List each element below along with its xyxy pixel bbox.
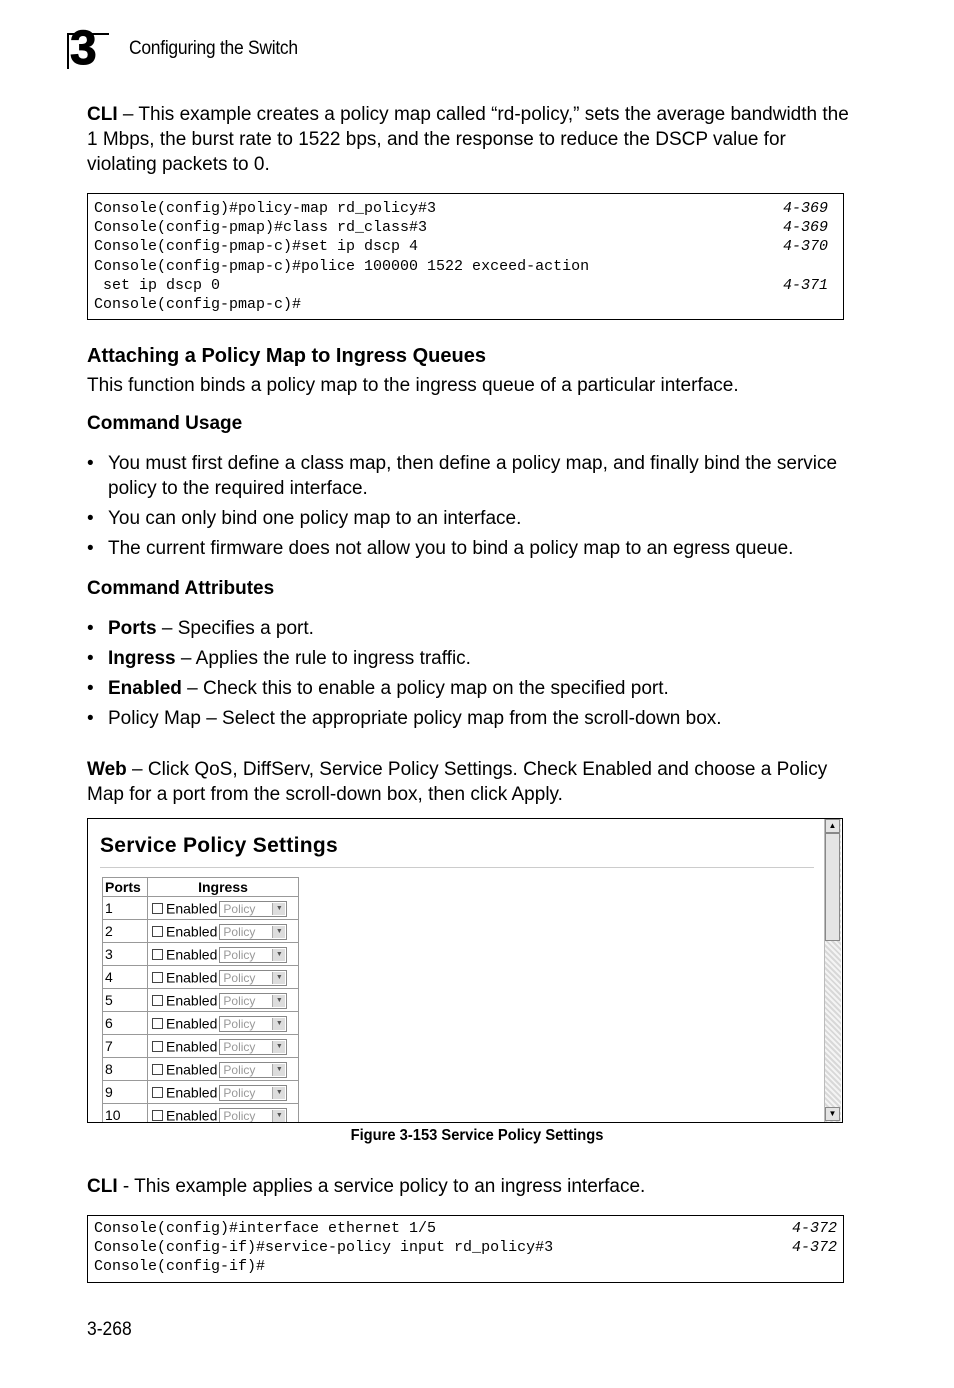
usage-item: • The current firmware does not allow you to bind a policy map to an egress queue.	[87, 538, 794, 559]
port-number: 8	[103, 1058, 148, 1081]
policy-select[interactable]	[219, 970, 287, 986]
service-policy-table	[102, 877, 299, 1123]
table-header-row	[103, 878, 299, 897]
ingress-cell	[148, 943, 299, 966]
attribute-item: • Ingress – Applies the rule to ingress traffic.	[87, 648, 471, 669]
table-row	[103, 1081, 299, 1104]
page-number: 3-268	[87, 1319, 132, 1340]
policy-select[interactable]	[219, 1108, 287, 1123]
vertical-scrollbar[interactable]	[824, 819, 841, 1122]
enabled-checkbox[interactable]	[152, 995, 163, 1006]
table-row	[103, 897, 299, 920]
enabled-checkbox[interactable]	[152, 1087, 163, 1098]
enabled-label: Enabled	[166, 923, 218, 940]
policy-select-value: Policy	[223, 970, 256, 985]
cli-apply-text: - This example applies a service policy to an ingress interface.	[117, 1176, 646, 1197]
port-number: 2	[103, 920, 148, 943]
screenshot-title: Service Policy Settings	[100, 834, 339, 857]
code-line: Console(config)#interface ethernet 1/5 4-372	[94, 1220, 837, 1237]
cli-apply-paragraph	[87, 1174, 857, 1199]
dropdown-arrow-icon[interactable]: ▼	[272, 926, 285, 938]
table-row	[103, 1058, 299, 1081]
policy-select-value: Policy	[223, 901, 256, 916]
chapter-number: 3	[70, 22, 97, 75]
dropdown-arrow-icon[interactable]: ▼	[272, 949, 285, 961]
table-row	[103, 1104, 299, 1124]
table-row	[103, 966, 299, 989]
table-row	[103, 989, 299, 1012]
port-number: 3	[103, 943, 148, 966]
code-line: Console(config-pmap-c)#police 100000 1522 exceed-action	[94, 257, 590, 275]
enabled-checkbox[interactable]	[152, 1064, 163, 1075]
policy-select[interactable]	[219, 901, 287, 917]
ingress-cell	[148, 1012, 299, 1035]
ingress-cell	[148, 989, 299, 1012]
enabled-checkbox[interactable]	[152, 972, 163, 983]
port-number: 5	[103, 989, 148, 1012]
web-label: Web	[87, 759, 127, 780]
port-number: 10	[103, 1104, 148, 1124]
port-number: 1	[103, 897, 148, 920]
dropdown-arrow-icon[interactable]: ▼	[272, 995, 285, 1007]
figure-caption: Figure 3-153 Service Policy Settings	[350, 1127, 604, 1144]
attribute-item: • Policy Map – Select the appropriate policy map from the scroll-down box.	[87, 708, 722, 729]
dropdown-arrow-icon[interactable]: ▼	[272, 1087, 285, 1099]
ingress-cell	[148, 1081, 299, 1104]
web-paragraph	[87, 757, 857, 807]
command-attributes-heading: Command Attributes	[87, 578, 275, 599]
policy-select[interactable]	[219, 924, 287, 940]
col-ingress-header: Ingress	[148, 878, 299, 897]
enabled-label: Enabled	[166, 969, 218, 986]
usage-item: • You can only bind one policy map to an interface.	[87, 508, 522, 529]
policy-select-value: Policy	[223, 1108, 256, 1123]
enabled-label: Enabled	[166, 1038, 218, 1055]
policy-select-value: Policy	[223, 1085, 256, 1100]
enabled-label: Enabled	[166, 1107, 218, 1123]
code-line: Console(config-if)#service-policy input rd_policy#3 4-372	[94, 1239, 837, 1257]
code-block-service-policy	[87, 1215, 844, 1283]
scroll-down-arrow-icon[interactable]: ▼	[825, 1107, 840, 1121]
enabled-label: Enabled	[166, 992, 218, 1009]
code-line: Console(config)#policy-map rd_policy#3 4-369	[94, 200, 828, 217]
policy-select-value: Policy	[223, 947, 256, 962]
cli-intro-paragraph	[87, 102, 857, 177]
policy-select-value: Policy	[223, 1039, 256, 1054]
port-number: 6	[103, 1012, 148, 1035]
policy-select-value: Policy	[223, 993, 256, 1008]
enabled-label: Enabled	[166, 1084, 218, 1101]
ingress-cell	[148, 1058, 299, 1081]
command-usage-heading: Command Usage	[87, 413, 243, 434]
web-text: – Click QoS, DiffServ, Service Policy Settings. Check Enabled and choose a Policy Map for a port from the scroll-down box, then click Apply.	[87, 759, 828, 805]
code-block-policy-map	[87, 193, 844, 320]
port-number: 9	[103, 1081, 148, 1104]
scroll-thumb[interactable]	[825, 833, 840, 941]
chapter-title: Configuring the Switch	[129, 38, 298, 59]
code-line: Console(config-pmap-c)#	[94, 295, 302, 313]
ingress-cell	[148, 920, 299, 943]
section-heading: Attaching a Policy Map to Ingress Queues	[87, 345, 486, 367]
table-row	[103, 1035, 299, 1058]
policy-select[interactable]	[219, 1016, 287, 1032]
enabled-checkbox[interactable]	[152, 1041, 163, 1052]
scroll-up-arrow-icon[interactable]: ▲	[825, 819, 840, 833]
enabled-checkbox[interactable]	[152, 1110, 163, 1121]
section-intro: This function binds a policy map to the ingress queue of a particular interface.	[87, 375, 739, 396]
dropdown-arrow-icon[interactable]: ▼	[272, 1110, 285, 1122]
policy-select-value: Policy	[223, 1016, 256, 1031]
policy-select[interactable]	[219, 1085, 287, 1101]
policy-select[interactable]	[219, 993, 287, 1009]
attribute-item: • Ports – Specifies a port.	[87, 618, 314, 639]
code-line: Console(config-pmap)#class rd_class#3 4-369	[94, 219, 828, 237]
cli-label: CLI	[87, 1176, 118, 1197]
table-row	[103, 920, 299, 943]
port-number: 7	[103, 1035, 148, 1058]
dropdown-arrow-icon[interactable]: ▼	[272, 1064, 285, 1076]
port-number: 4	[103, 966, 148, 989]
code-line: Console(config-if)#	[94, 1258, 266, 1276]
ingress-cell	[148, 1104, 299, 1124]
ingress-cell	[148, 966, 299, 989]
attribute-item: • Enabled – Check this to enable a policy map on the specified port.	[87, 678, 669, 699]
policy-select[interactable]	[219, 1062, 287, 1078]
enabled-checkbox[interactable]	[152, 926, 163, 937]
enabled-label: Enabled	[166, 1061, 218, 1078]
ingress-cell	[148, 1035, 299, 1058]
enabled-label: Enabled	[166, 946, 218, 963]
policy-select[interactable]	[219, 947, 287, 963]
enabled-label: Enabled	[166, 900, 218, 917]
policy-select-value: Policy	[223, 1062, 256, 1077]
dropdown-arrow-icon[interactable]: ▼	[272, 903, 285, 915]
service-policy-screenshot	[87, 818, 843, 1123]
title-divider	[100, 867, 814, 868]
col-ports-header: Ports	[103, 878, 148, 897]
enabled-checkbox[interactable]	[152, 1018, 163, 1029]
dropdown-arrow-icon[interactable]: ▼	[272, 1041, 285, 1053]
cli-intro-text: – This example creates a policy map called “rd-policy,” sets the average bandwidth the 1 Mbps, the burst rate to 1522 bps, and the response to reduce the DSCP value for violating packets to 0.	[87, 104, 849, 175]
policy-select[interactable]	[219, 1039, 287, 1055]
enabled-checkbox[interactable]	[152, 903, 163, 914]
ingress-cell	[148, 897, 299, 920]
code-line: set ip dscp 0 4-371	[94, 276, 828, 294]
dropdown-arrow-icon[interactable]: ▼	[272, 972, 285, 984]
cli-label: CLI	[87, 104, 118, 125]
dropdown-arrow-icon[interactable]: ▼	[272, 1018, 285, 1030]
usage-item: • You must first define a class map, then define a policy map, and finally bind the service policy to the required interface.	[87, 453, 838, 499]
code-line: Console(config-pmap-c)#set ip dscp 4 4-370	[94, 238, 828, 256]
table-row	[103, 1012, 299, 1035]
table-row	[103, 943, 299, 966]
enabled-checkbox[interactable]	[152, 949, 163, 960]
policy-select-value: Policy	[223, 924, 256, 939]
enabled-label: Enabled	[166, 1015, 218, 1032]
